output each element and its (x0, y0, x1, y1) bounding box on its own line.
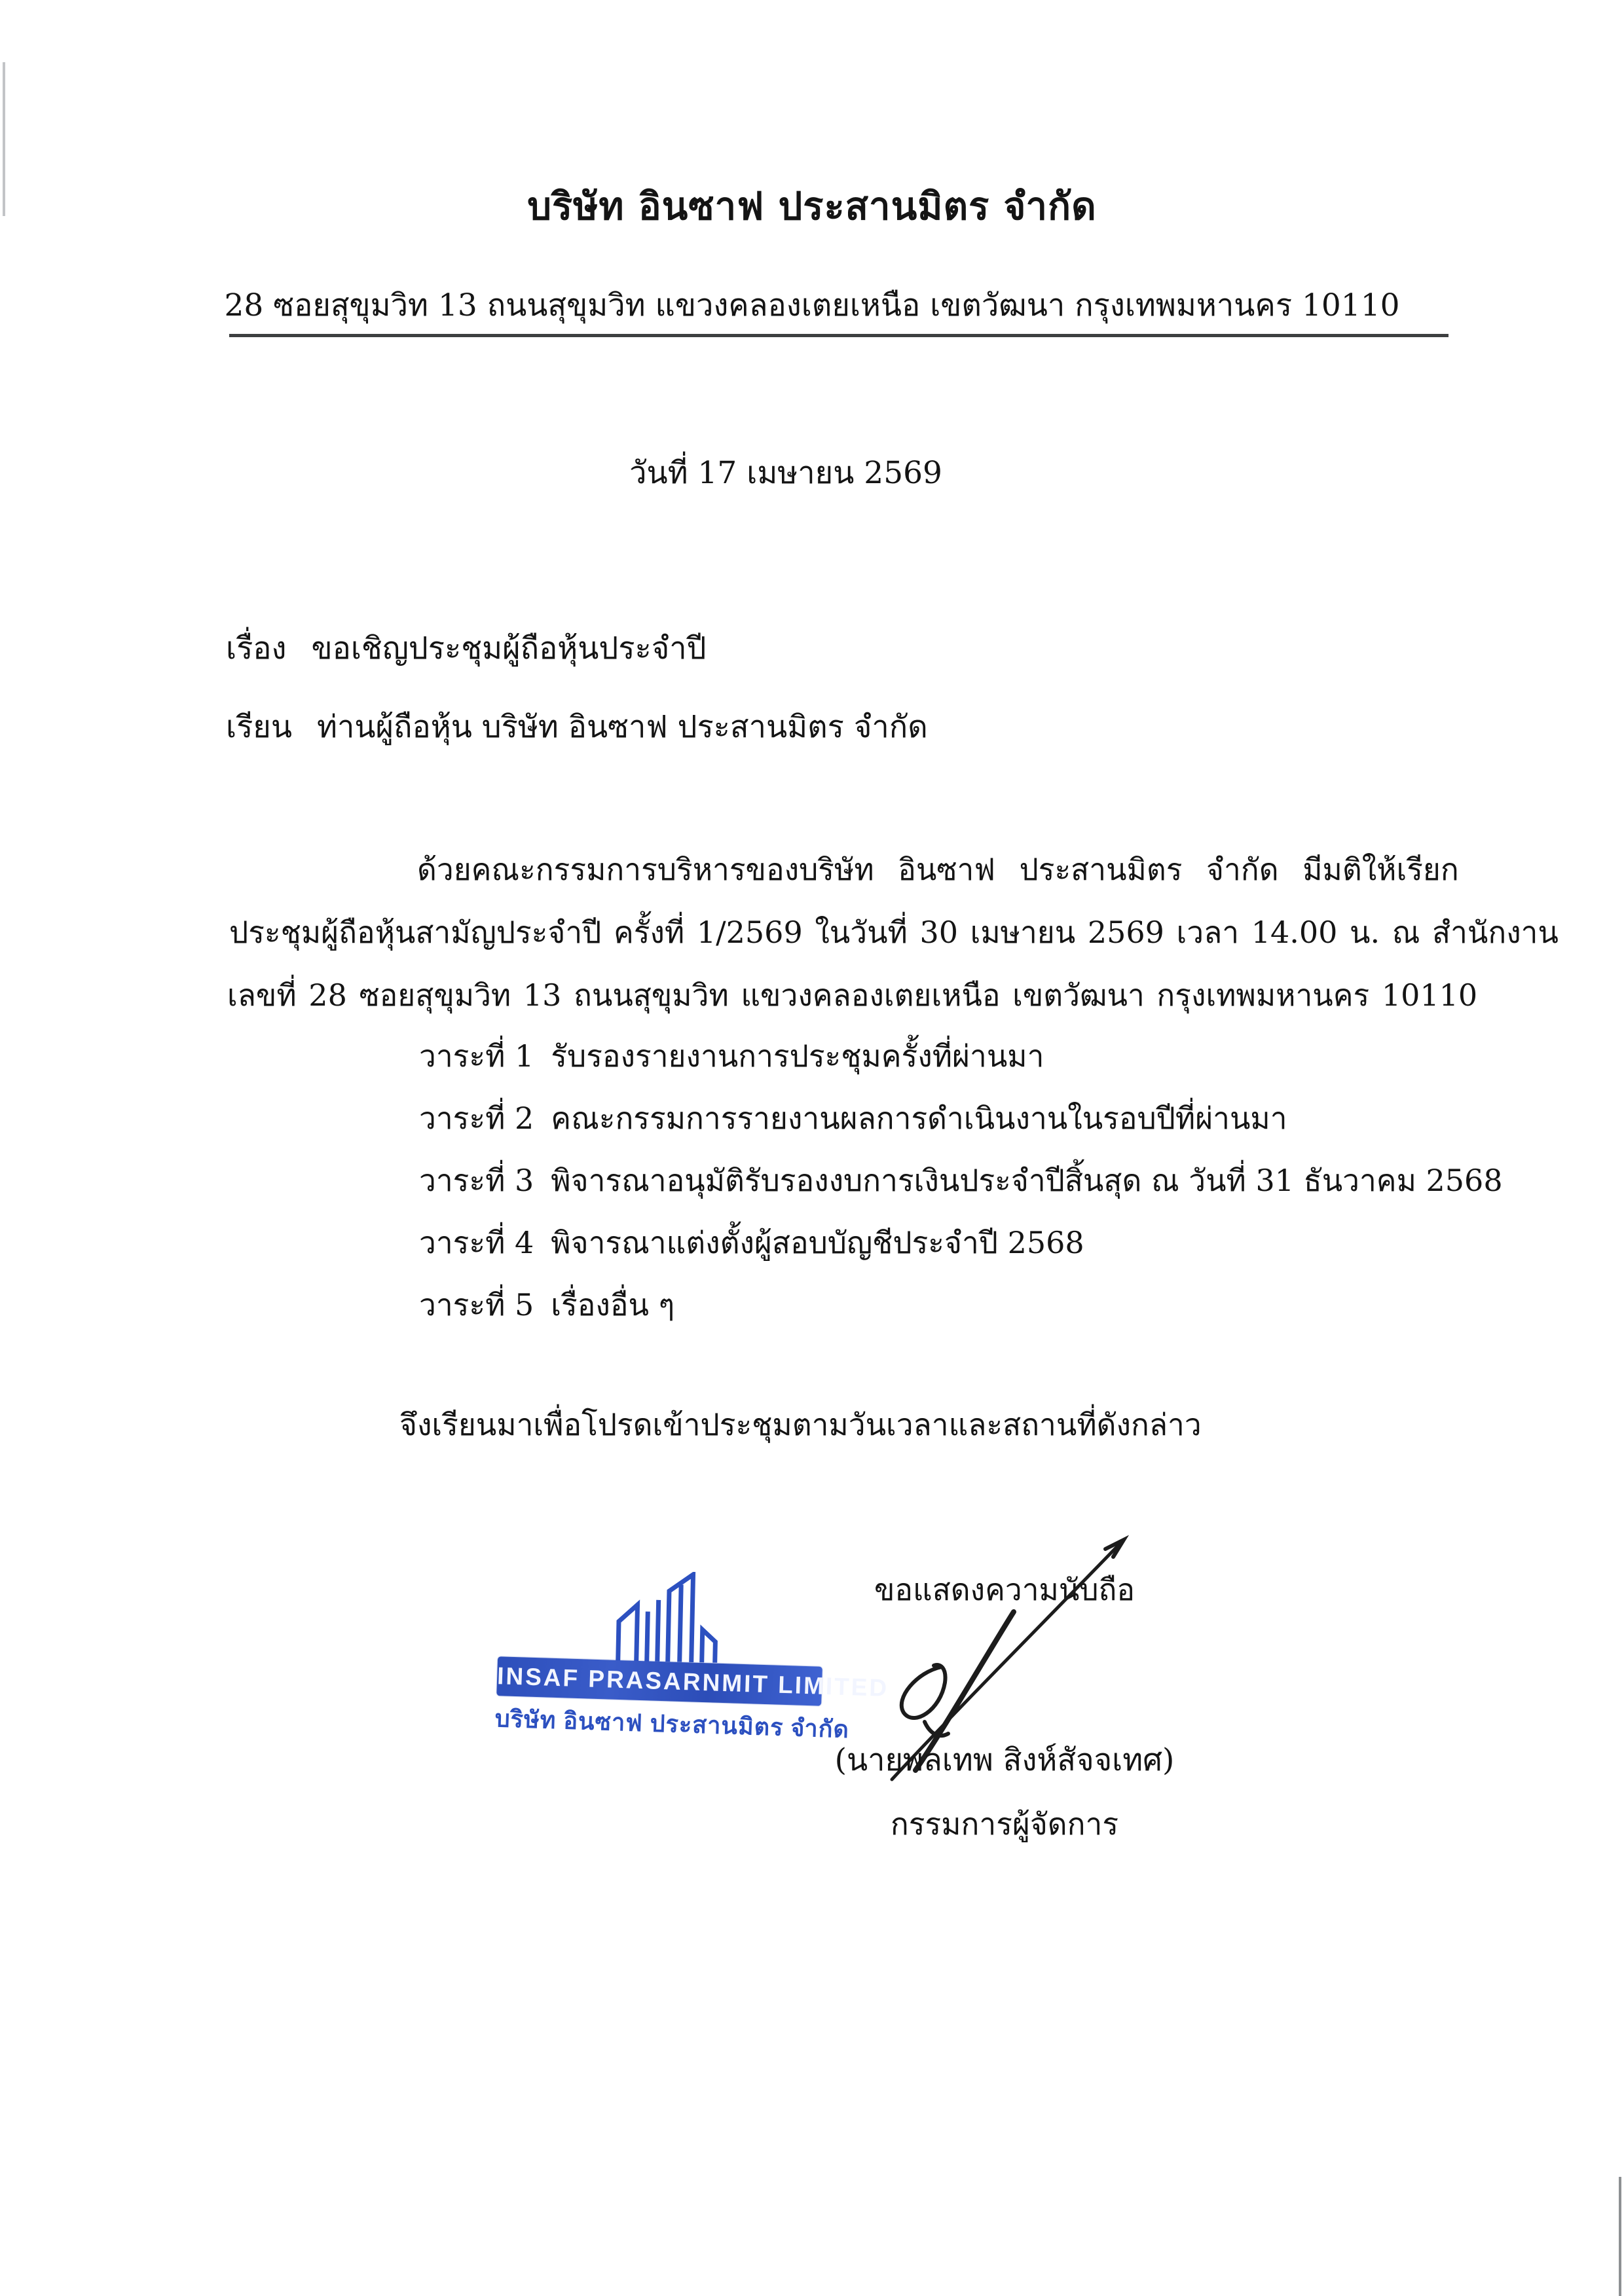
agenda-item-4-text: พิจารณาแต่งตั้งผู้สอบบัญชีประจำปี 2568 (551, 1225, 1084, 1260)
subject-line (226, 623, 707, 672)
subject-text: ขอเชิญประชุมผู้ถือหุ้นประจำปี (311, 630, 707, 666)
closing-sentence: จึงเรียนมาเพื่อโปรดเข้าประชุมตามวันเวลาและสถานที่ดังกล่าว (399, 1407, 1202, 1442)
company-stamp (494, 1563, 889, 1743)
salutation-label: เรียน (226, 709, 292, 745)
valediction: ขอแสดงความนับถือ (874, 1572, 1135, 1607)
scan-artifact-right-edge (1619, 2177, 1621, 2296)
body-paragraph-line-2: ประชุมผู้ถือหุ้นสามัญประจำปี ครั้งที่ 1/2569 ในวันที่ 30 เมษายน 2569 เวลา 14.00 น. ณ สำนักงาน (229, 915, 1559, 950)
agenda-item-4-label: วาระที่ 4 (419, 1225, 534, 1260)
body-paragraph-line-3: เลขที่ 28 ซอยสุขุมวิท 13 ถนนสุขุมวิท แขวงคลองเตยเหนือ เขตวัฒนา กรุงเทพมหานคร 10110 (227, 977, 1478, 1013)
agenda-item-1-text: รับรองรายงานการประชุมครั้งที่ผ่านมา (551, 1038, 1044, 1074)
agenda-item-4 (419, 1219, 1084, 1267)
agenda-item-3-text: พิจารณาอนุมัติรับรองงบการเงินประจำปีสิ้นสุด ณ วันที่ 31 ธันวาคม 2568 (551, 1163, 1503, 1198)
agenda-item-5-label: วาระที่ 5 (419, 1287, 534, 1322)
stamp-company-name-en: INSAF PRASARNMIT LIMITED (496, 1656, 822, 1706)
agenda-item-2 (419, 1095, 1287, 1142)
agenda-item-3 (419, 1157, 1503, 1205)
company-address: 28 ซอยสุขุมวิท 13 ถนนสุขุมวิท แขวงคลองเตยเหนือ เขตวัฒนา กรุงเทพมหานคร 10110 (224, 287, 1400, 323)
company-name-heading: บริษัท อินซาฟ ประสานมิตร จำกัด (527, 184, 1097, 228)
building-logo-icon (613, 1570, 726, 1664)
salutation-text: ท่านผู้ถือหุ้น บริษัท อินซาฟ ประสานมิตร จำกัด (316, 709, 928, 745)
letter-date: วันที่ 17 เมษายน 2569 (629, 455, 942, 491)
subject-label: เรื่อง (226, 630, 287, 666)
body-paragraph-line-1: ด้วยคณะกรรมการบริหารของบริษัท อินซาฟ ประสานมิตร จำกัด มีมติให้เรียก (417, 852, 1459, 887)
agenda-item-3-label: วาระที่ 3 (419, 1163, 534, 1198)
signer-title: กรรมการผู้จัดการ (890, 1806, 1119, 1842)
signer-name: (นายพลเทพ สิงห์สัจจเทศ) (834, 1742, 1175, 1778)
agenda-item-1-label: วาระที่ 1 (419, 1038, 534, 1074)
agenda-item-2-text: คณะกรรมการรายงานผลการดำเนินงานในรอบปีที่ผ่านมา (551, 1101, 1287, 1136)
agenda-item-1 (419, 1032, 1044, 1080)
letterhead-divider (229, 334, 1449, 337)
stamp-company-name-th: บริษัท อินซาฟ ประสานมิตร จำกัด (494, 1705, 850, 1743)
agenda-item-5 (419, 1281, 674, 1329)
agenda-item-5-text: เรื่องอื่น ๆ (551, 1287, 675, 1322)
salutation-line (226, 702, 928, 751)
agenda-item-2-label: วาระที่ 2 (419, 1101, 534, 1136)
